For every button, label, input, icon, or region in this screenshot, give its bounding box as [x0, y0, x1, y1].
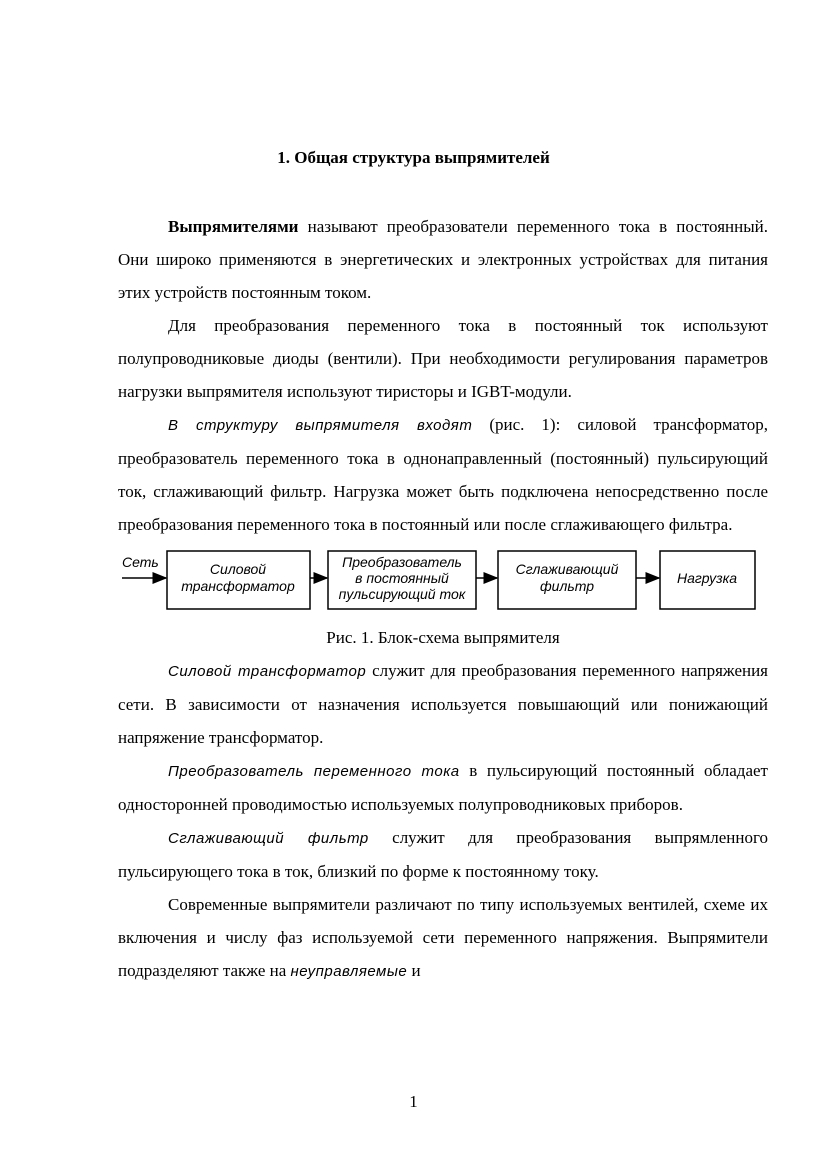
paragraph-4 [118, 654, 768, 754]
paragraph-5 [118, 754, 768, 821]
page-number: 1 [409, 1092, 418, 1111]
paragraph-4-text: служит для преобразования переменного напряжения сети. В зависимости от назначения используется повышающий или понижающий напряжение трансформатор. [118, 661, 769, 747]
paragraph-1-text: называют преобразователи переменного тока в постоянный. Они широко применяются в энергетических и электронных устройствах для питания этих устройств постоянным током. [118, 217, 768, 302]
paragraph-3 [118, 408, 768, 541]
converter-label-3: пульсирующий ток [338, 586, 466, 602]
term-rectifiers: Выпрямителями [168, 217, 299, 236]
block-diagram-svg [118, 547, 768, 617]
figure-caption: Рис. 1. Блок-схема выпрямителя [326, 628, 560, 647]
transformer-label-2: трансформатор [181, 578, 295, 594]
paragraph-7 [118, 888, 768, 988]
filter-label-1: Сглаживающий [515, 561, 619, 577]
page-title: 1. Общая структура выпрямителей [277, 148, 550, 167]
paragraph-5-text: в пульсирующий постоянный обладает односторонней проводимостью используемых полупроводниковых приборов. [118, 761, 768, 814]
paragraph-6-text: служит для преобразования выпрямленного пульсирующего тока в ток, близкий по форме к постоянному току. [118, 828, 768, 881]
term-structure: В структуру выпрямителя входят [168, 417, 473, 434]
block-diagram [118, 547, 768, 617]
term-smoothing-filter: Сглаживающий фильтр [168, 830, 369, 847]
paragraph-1 [118, 210, 768, 309]
term-uncontrolled: неуправляемые [290, 963, 408, 980]
converter-label-2: в постоянный [355, 570, 449, 586]
term-power-transformer: Силовой трансформатор [168, 663, 367, 680]
converter-label-1: Преобразователь [342, 554, 462, 570]
paragraph-2: Для преобразования переменного тока в постоянный ток используют полупроводниковые диоды (вентили). При необходимости регулирования параметров нагрузки выпрямителя используют тиристоры и IGBT-модули. [118, 316, 768, 401]
filter-label-2: фильтр [539, 578, 595, 594]
load-label: Нагрузка [676, 570, 738, 586]
paragraph-6 [118, 821, 768, 888]
paragraph-7-text-b: и [407, 961, 421, 980]
input-label: Сеть [122, 554, 159, 570]
paragraph-3-text: (рис. 1): силовой трансформатор, преобразователь переменного тока в однонаправленный (постоянный) пульсирующий ток, сглаживающий фильтр. Нагрузка может быть подключена непосредственно после преобразования переменного тока в постоянный или после сглаживающего фильтра. [118, 415, 768, 534]
document-body [118, 210, 768, 988]
term-converter: Преобразователь переменного тока [168, 763, 460, 780]
transformer-label-1: Силовой [209, 561, 267, 577]
paragraph-7-text-a: Современные выпрямители различают по типу используемых вентилей, схеме их включения и числу фаз используемой сети переменного напряжения. Выпрямители подразделяют также на [118, 895, 768, 980]
